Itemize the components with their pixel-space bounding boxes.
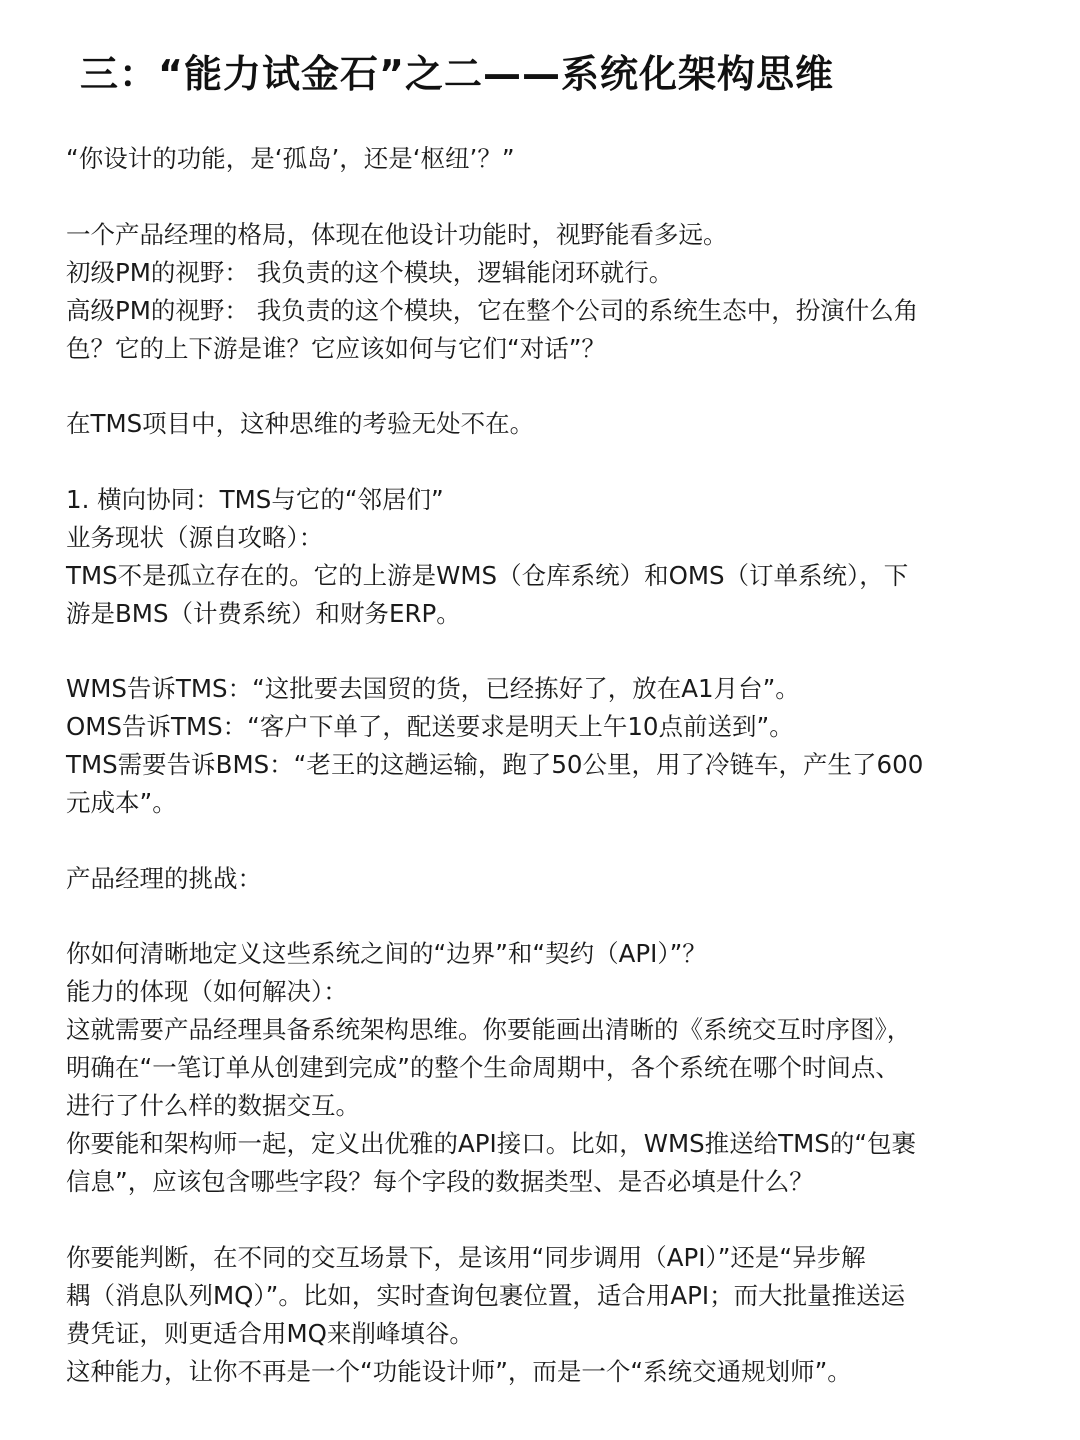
text-line: TMS需要告诉BMS：“老王的这趟运输，跑了50公里，用了冷链车，产生了600: [66, 750, 924, 779]
text-line: 耦（消息队列MQ）”。比如，实时查询包裹位置，适合用API；而大批量推送运: [66, 1280, 906, 1310]
text-line: 你如何清晰地定义这些系统之间的“边界”和“契约（API）”？: [66, 939, 707, 968]
blank-line: [66, 368, 1026, 406]
text-line: WMS告诉TMS：“这批要去国贸的货，已经拣好了，放在A1月台”。: [66, 674, 800, 703]
text-line: 进行了什么样的数据交互。: [66, 1091, 360, 1120]
text-line: TMS不是孤立存在的。它的上游是WMS（仓库系统）和OMS（订单系统），下: [66, 560, 909, 590]
text-line: 你要能和架构师一起，定义出优雅的API接口。比如，WMS推送给TMS的“包裹: [66, 1129, 917, 1158]
text-line: 你要能判断，在不同的交互场景下，是该用“同步调用（API）”还是“异步解: [66, 1242, 866, 1272]
text-line: 初级PM的视野： 我负责的这个模块，逻辑能闭环就行。: [66, 257, 674, 287]
article-body: [66, 140, 1026, 1391]
text-line: 信息”，应该包含哪些字段？每个字段的数据类型、是否必填是什么？: [66, 1167, 814, 1196]
text-line: 能力的体现（如何解决）：: [66, 977, 348, 1006]
text-line: 费凭证，则更适合用MQ来削峰填谷。: [66, 1318, 474, 1348]
blank-line: [66, 443, 1026, 481]
text-line: 一个产品经理的格局，体现在他设计功能时，视野能看多远。: [66, 219, 728, 249]
text-line: 1. 横向协同：TMS与它的“邻居们”: [66, 484, 444, 514]
text-line: 明确在“一笔订单从创建到完成”的整个生命周期中，各个系统在哪个时间点、: [66, 1053, 900, 1082]
blank-line: [66, 633, 1026, 671]
text-line: 这就需要产品经理具备系统架构思维。你要能画出清晰的《系统交互时序图》，: [66, 1015, 912, 1044]
text-line: 在TMS项目中，这种思维的考验无处不在。: [66, 409, 535, 438]
blank-line: [66, 178, 1026, 216]
text-line: 元成本”。: [66, 788, 177, 817]
blank-line: [66, 822, 1026, 860]
text-line: 这种能力，让你不再是一个“功能设计师”，而是一个“系统交通规划师”。: [66, 1356, 852, 1386]
page-title: 三：“能力试金石”之二——系统化架构思维: [80, 52, 834, 96]
text-line: 产品经理的挑战：: [66, 863, 262, 893]
text-line: “你设计的功能，是‘孤岛’，还是‘枢纽’？”: [66, 144, 515, 173]
blank-line: [66, 1201, 1026, 1239]
text-line: 高级PM的视野： 我负责的这个模块，它在整个公司的系统生态中，扮演什么角: [66, 295, 919, 325]
text-line: 游是BMS（计费系统）和财务ERP。: [66, 598, 461, 628]
text-line: 色？它的上下游是谁？它应该如何与它们“对话”？: [66, 333, 606, 363]
text-line: 业务现状（源自攻略）：: [66, 522, 324, 552]
blank-line: [66, 898, 1026, 936]
text-line: OMS告诉TMS：“客户下单了，配送要求是明天上午10点前送到”。: [66, 712, 794, 741]
